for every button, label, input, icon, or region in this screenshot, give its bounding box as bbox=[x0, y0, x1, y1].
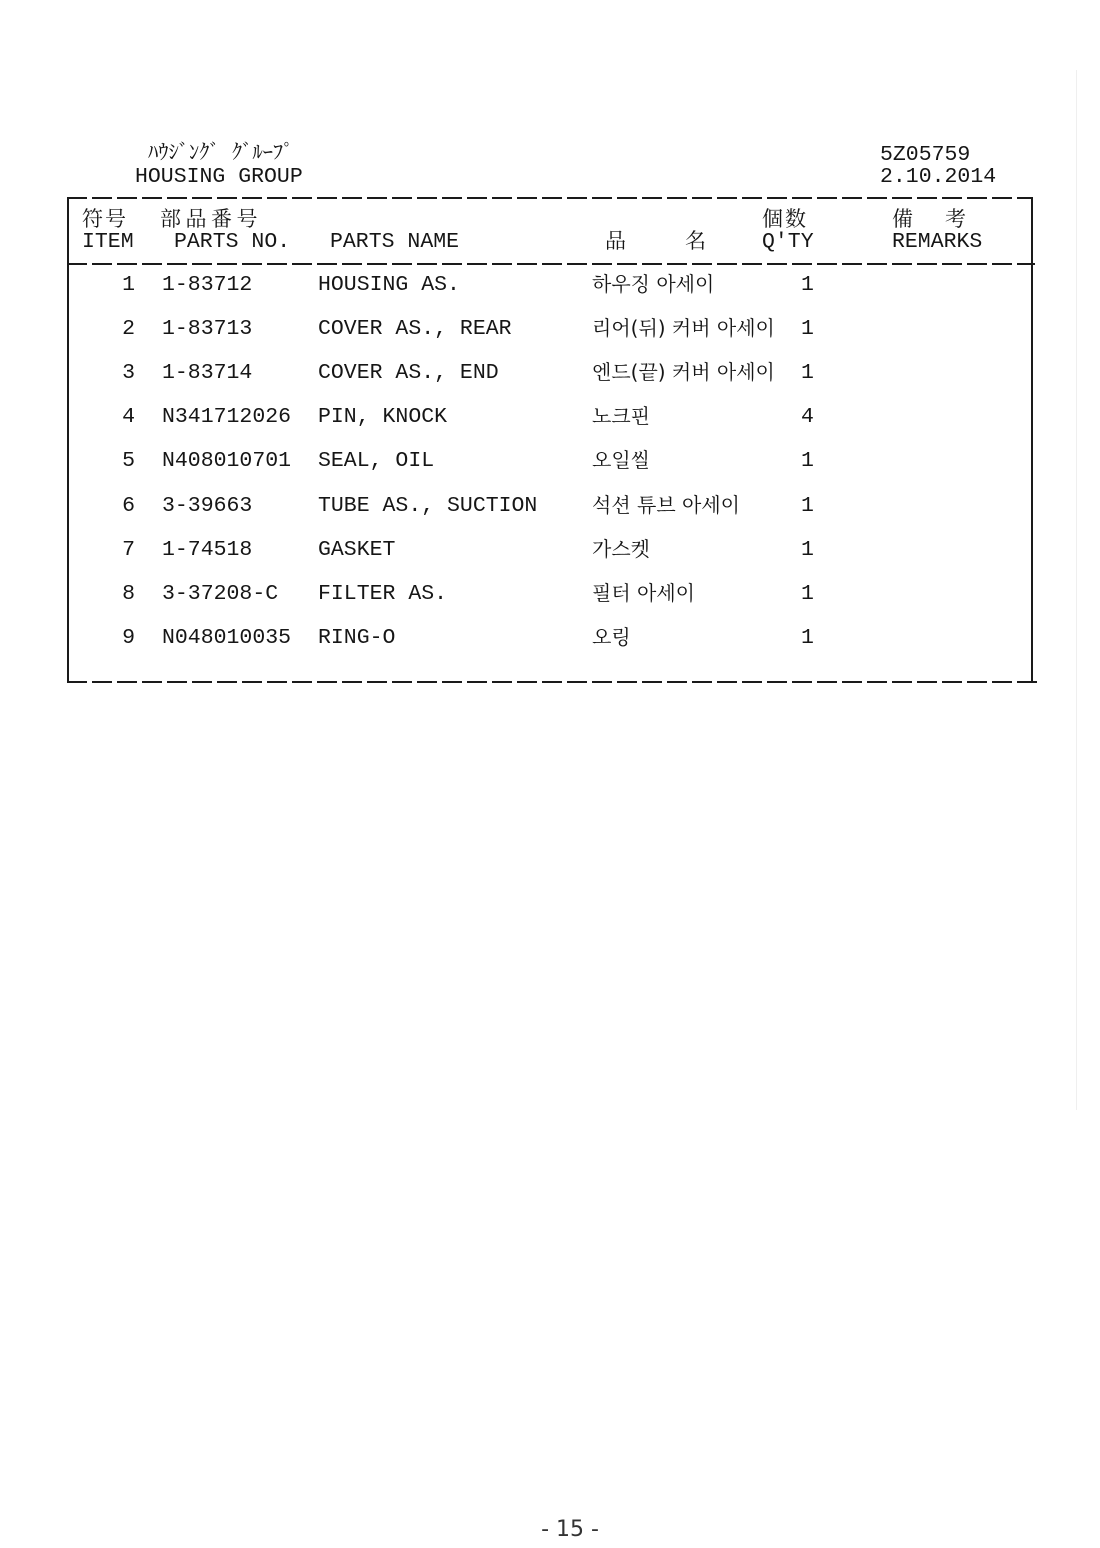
header-parts-name: PARTS NAME bbox=[330, 230, 460, 254]
table-row bbox=[0, 404, 1100, 430]
header-qty-jp: 個数 bbox=[762, 207, 808, 231]
quantity: 1 bbox=[801, 538, 814, 562]
table-left-border bbox=[67, 197, 69, 683]
header-remarks-jp-2: 考 bbox=[945, 207, 966, 231]
document-number: 5Z05759 bbox=[880, 143, 971, 167]
part-number: 3-37208-C bbox=[162, 582, 279, 606]
part-name: GASKET bbox=[318, 538, 396, 562]
part-name-korean: 오일씰 bbox=[592, 448, 650, 472]
quantity: 4 bbox=[801, 405, 814, 429]
quantity: 1 bbox=[801, 273, 814, 297]
part-name: PIN, KNOCK bbox=[318, 405, 448, 429]
part-name-korean: 오링 bbox=[592, 625, 631, 649]
item-number: 2 bbox=[122, 317, 135, 341]
quantity: 1 bbox=[801, 494, 814, 518]
part-name-korean: 노크핀 bbox=[592, 404, 650, 428]
document-date: 2.10.2014 bbox=[880, 165, 997, 189]
part-number: 1-83713 bbox=[162, 317, 253, 341]
part-number: 1-83712 bbox=[162, 273, 253, 297]
part-name: COVER AS., REAR bbox=[318, 317, 512, 341]
table-row bbox=[0, 272, 1100, 298]
quantity: 1 bbox=[801, 361, 814, 385]
part-name: COVER AS., END bbox=[318, 361, 499, 385]
item-number: 4 bbox=[122, 405, 135, 429]
quantity: 1 bbox=[801, 626, 814, 650]
quantity: 1 bbox=[801, 582, 814, 606]
header-qty: Q'TY bbox=[762, 230, 814, 254]
part-number: 1-83714 bbox=[162, 361, 253, 385]
part-number: N341712026 bbox=[162, 405, 292, 429]
item-number: 9 bbox=[122, 626, 135, 650]
header-name-jp-1: 品 bbox=[605, 229, 626, 253]
item-number: 5 bbox=[122, 449, 135, 473]
header-parts-no: PARTS NO. bbox=[174, 230, 291, 254]
item-number: 6 bbox=[122, 494, 135, 518]
part-name: TUBE AS., SUCTION bbox=[318, 494, 538, 518]
part-name-korean: 리어(뒤) 커버 아세이 bbox=[592, 316, 775, 340]
item-number: 7 bbox=[122, 538, 135, 562]
table-row bbox=[0, 581, 1100, 607]
part-name-korean: 필터 아세이 bbox=[592, 581, 695, 605]
item-number: 3 bbox=[122, 361, 135, 385]
header-item-jp: 符号 bbox=[82, 207, 128, 231]
page-number: - 15 - bbox=[541, 1517, 599, 1542]
part-number: 1-74518 bbox=[162, 538, 253, 562]
table-bottom-border bbox=[67, 681, 1037, 683]
part-number: 3-39663 bbox=[162, 494, 253, 518]
part-name-korean: 엔드(끝) 커버 아세이 bbox=[592, 360, 775, 384]
table-row bbox=[0, 537, 1100, 563]
header-remarks: REMARKS bbox=[892, 230, 983, 254]
part-name: HOUSING AS. bbox=[318, 273, 460, 297]
table-row bbox=[0, 360, 1100, 386]
part-number: N048010035 bbox=[162, 626, 292, 650]
header-name-jp-2: 名 bbox=[685, 229, 706, 253]
table-header-separator bbox=[67, 263, 1035, 265]
part-name: FILTER AS. bbox=[318, 582, 448, 606]
item-number: 8 bbox=[122, 582, 135, 606]
item-number: 1 bbox=[122, 273, 135, 297]
header-item: ITEM bbox=[82, 230, 134, 254]
table-row bbox=[0, 448, 1100, 474]
table-top-border bbox=[67, 197, 1033, 199]
quantity: 1 bbox=[801, 317, 814, 341]
part-name: SEAL, OIL bbox=[318, 449, 435, 473]
part-name-korean: 석션 튜브 아세이 bbox=[592, 493, 740, 517]
quantity: 1 bbox=[801, 449, 814, 473]
group-title: HOUSING GROUP bbox=[135, 165, 303, 189]
table-row bbox=[0, 625, 1100, 651]
part-name-korean: 가스켓 bbox=[592, 537, 650, 561]
part-name-korean: 하우징 아세이 bbox=[592, 272, 715, 296]
group-title-kana: ﾊｳｼﾞﾝｸﾞ ｸﾞﾙｰﾌﾟ bbox=[148, 143, 294, 166]
part-number: N408010701 bbox=[162, 449, 292, 473]
header-parts-no-jp: 部品番号 bbox=[160, 207, 262, 231]
header-remarks-jp-1: 備 bbox=[892, 207, 913, 231]
part-name: RING-O bbox=[318, 626, 396, 650]
table-row bbox=[0, 493, 1100, 519]
table-row bbox=[0, 316, 1100, 342]
table-right-border bbox=[1031, 197, 1033, 683]
